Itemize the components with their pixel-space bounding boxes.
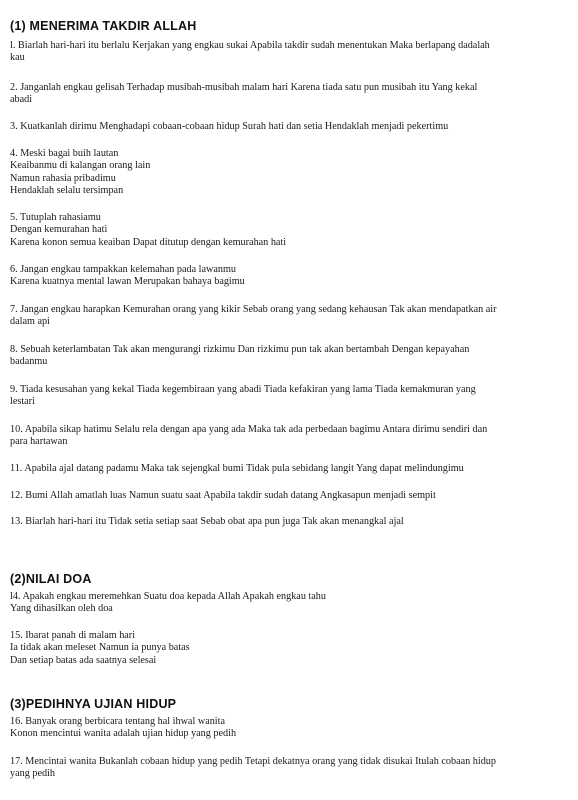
- paragraph-10: [10, 424, 566, 449]
- paragraph-17: [10, 756, 566, 781]
- paragraph-9: [10, 384, 566, 409]
- text-line: 15. Ibarat panah di malam hari: [10, 630, 136, 641]
- text-line: 17. Mencintai wanita Bukanlah cobaan hidup yang pedih Tetapi dekatnya orang yang tidak disukai Itulah cobaan hidup: [10, 756, 496, 767]
- text-line: yang pedih: [10, 768, 55, 780]
- paragraph-3: [10, 121, 566, 133]
- text-line: lestari: [10, 396, 35, 408]
- text-line: Dan setiap batas ada saatnya selesai: [10, 654, 157, 666]
- text-line: Dengan kemurahan hati: [10, 224, 108, 236]
- text-line: Konon mencintui wanita adalah ujian hidup yang pedih: [10, 728, 237, 740]
- text-line: Ia tidak akan meleset Namun ia punya batas: [10, 642, 190, 654]
- text-line: Namun rahasia pribadimu: [10, 172, 116, 184]
- text-line: 2. Janganlah engkau gelisah Terhadap musibah-musibah malam hari Karena tiada satu pun musibah itu Yang kekal: [10, 82, 478, 93]
- section-heading-3: (3)PEDIHNYA UJIAN HIDUP: [10, 697, 177, 711]
- paragraph-7: [10, 304, 566, 329]
- text-line: 6. Jangan engkau tampakkan kelemahan pada lawanmu: [10, 264, 237, 275]
- text-line: 7. Jangan engkau harapkan Kemurahan orang yang kikir Sebab orang yang sedang kehausan Tak akan mendapatkan air: [10, 304, 497, 315]
- text-line: 9. Tiada kesusahan yang kekal Tiada kegembiraan yang abadi Tiada kefakiran yang lama Tiada kemakmuran yang: [10, 384, 476, 395]
- text-line: 13. Biarlah hari-hari itu Tidak setia setiap saat Sebab obat apa pun juga Tak akan menangkal ajal: [10, 516, 404, 527]
- text-line: kau: [10, 52, 25, 64]
- text-line: 8. Sebuah keterlambatan Tak akan mengurangi rizkimu Dan rizkimu pun tak akan bertambah Dengan kepayahan: [10, 344, 470, 355]
- paragraph-2: [10, 82, 566, 107]
- paragraph-15: [10, 630, 566, 667]
- text-line: dalam api: [10, 316, 50, 328]
- text-line: badanmu: [10, 356, 48, 368]
- text-line: abadi: [10, 94, 33, 106]
- text-line: Karena konon semua keaiban Dapat ditutup dengan kemurahan hati: [10, 236, 287, 248]
- text-line: 12. Bumi Allah amatlah luas Namun suatu saat Apabila takdir sudah datang Angkasapun menjadi sempit: [10, 490, 436, 501]
- paragraph-4: [10, 148, 566, 197]
- text-line: 5. Tutuplah rahasiamu: [10, 212, 101, 223]
- paragraph-16: [10, 716, 566, 741]
- paragraph-1: [10, 40, 566, 65]
- text-line: Karena kuatnya mental lawan Merupakan bahaya bagimu: [10, 276, 245, 288]
- paragraph-12: [10, 490, 566, 502]
- text-line: l4. Apakah engkau meremehkan Suatu doa kepada Allah Apakah engkau tahu: [10, 591, 326, 602]
- paragraph-5: [10, 212, 566, 249]
- section-heading-2: (2)NILAI DOA: [10, 572, 92, 586]
- paragraph-8: [10, 344, 566, 369]
- text-line: l. Biarlah hari-hari itu berlalu Kerjakan yang engkau sukai Apabila takdir sudah menentukan Maka berlapang dadalah: [10, 40, 490, 51]
- text-line: 16. Banyak orang berbicara tentang hal ihwal wanita: [10, 716, 225, 727]
- section-heading-1: (1) MENERIMA TAKDIR ALLAH: [10, 19, 197, 33]
- text-line: 11. Apabila ajal datang padamu Maka tak sejengkal bumi Tidak pula sebidang langit Yang dapat melindungimu: [10, 463, 464, 474]
- text-line: 10. Apabila sikap hatimu Selalu rela dengan apa yang ada Maka tak ada perbedaan bagimu Antara dirimu sendiri dan: [10, 424, 488, 435]
- text-line: Yang dihasilkan oleh doa: [10, 603, 113, 615]
- text-line: Hendaklah selalu tersimpan: [10, 184, 124, 196]
- text-line: Keaibanmu di kalangan orang lain: [10, 160, 151, 172]
- text-line: 3. Kuatkanlah dirimu Menghadapi cobaan-cobaan hidup Surah hati dan setia Hendaklah menjadi pekertimu: [10, 121, 449, 132]
- text-line: 4. Meski bagai buih lautan: [10, 148, 119, 159]
- paragraph-14: [10, 591, 566, 616]
- paragraph-6: [10, 264, 566, 289]
- text-line: para hartawan: [10, 436, 68, 448]
- paragraph-11: [10, 463, 566, 475]
- paragraph-13: [10, 516, 566, 528]
